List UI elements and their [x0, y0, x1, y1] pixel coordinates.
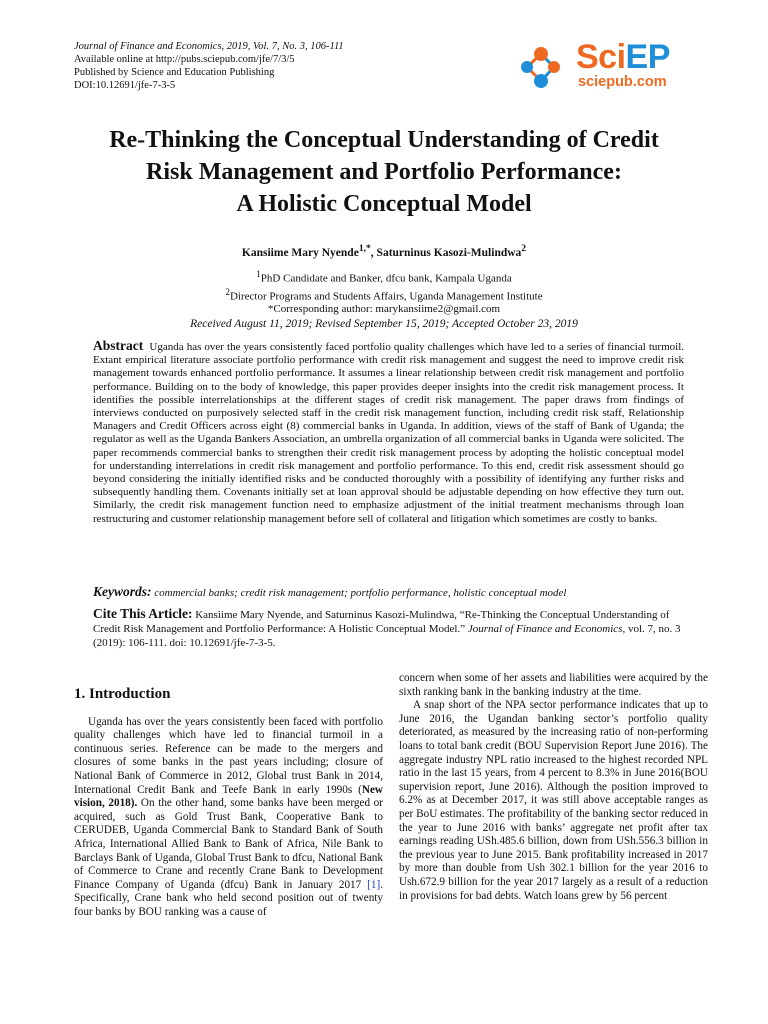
title-line-2: Risk Management and Portfolio Performance:: [146, 159, 622, 185]
corresponding-author: *Corresponding author: marykansiime2@gmail.com: [267, 303, 501, 316]
keywords: [93, 584, 684, 600]
author-1-marker: 1,*: [358, 243, 371, 254]
doi-line: DOI:10.12691/jfe-7-3-5: [74, 80, 176, 91]
publisher-line: Published by Science and Education Publishing: [74, 67, 275, 78]
affiliation-1-marker: 1: [256, 269, 261, 279]
abstract-label: Abstract: [93, 338, 144, 353]
cite-label: Cite This Article:: [93, 606, 193, 621]
cite-text-after: , vol. 7, no. 3 (2019): 106-111. doi: 10.12691/jfe-7-3-5.: [93, 623, 681, 649]
intro-p1-part-c: . Specifically, Crane bank who held second position out of twenty four banks by BOU ranking was a cause of: [74, 878, 383, 918]
title-line-3: A Holistic Conceptual Model: [236, 191, 532, 217]
affiliation-2: [60, 286, 708, 304]
intro-p1-part-a: Uganda has over the years consistently been faced with portfolio quality challenges which have led to financial turmoil in a continuous series. Reference can be made to the mergers and closures of some banks in the past years including; closure of National Bank of Commerce in 2012, Global trust Bank in 2014, International Credit Bank and Teefe Bank in early 1990s (: [74, 715, 383, 796]
brand-sci: Sci: [576, 38, 626, 76]
author-separator: ,: [370, 246, 377, 259]
affiliation-2-marker: 2: [225, 286, 230, 297]
sciep-logo[interactable]: [516, 40, 696, 94]
title-line-1: Re-Thinking the Conceptual Understanding of Credit: [109, 127, 659, 153]
section-heading-introduction: 1. Introduction: [74, 686, 171, 702]
right-column: [399, 672, 708, 903]
author-2: Saturninus Kasozi-Mulindwa: [376, 246, 522, 259]
cite-text: Kansiime Mary Nyende, and Saturninus Kasozi-Mulindwa, “Re-Thinking the Conceptual Understanding of Credit Risk Management and Portfolio Performance: A Holistic Conceptual Model.”: [93, 609, 670, 635]
intro-p1-part-b: On the other hand, some banks have been merged or acquired, such as Gold Trust Bank, Cooperative Bank to CERUDEB, Uganda Commercial Bank to Standard Bank of South Africa, International Allied Bank to Bank of Africa, Nile Bank to Barclays Bank of Uganda, Global Trust Bank to dfcu, National Bank of Commerce to Crane and recently Crane Bank to Development Finance Company of Uganda (dfcu) Bank in January 2017: [74, 797, 383, 891]
intro-p1-citation: New vision, 2018).: [74, 783, 383, 810]
cite-journal: Journal of Finance and Economics: [467, 623, 623, 635]
journal-citation: Journal of Finance and Economics, 2019, Vol. 7, No. 3, 106-111: [74, 41, 344, 52]
reference-link-1[interactable]: [1]: [367, 878, 381, 891]
affiliations: [60, 268, 708, 316]
affiliation-1-text: PhD Candidate and Banker, dfcu bank, Kampala Uganda: [260, 272, 512, 285]
keywords-text: commercial banks; credit risk management; portfolio performance, holistic conceptual model: [154, 587, 567, 599]
left-column: [74, 672, 383, 920]
affiliation-1: [60, 268, 708, 286]
author-2-marker: 2: [521, 243, 527, 254]
received-dates: Received August 11, 2019; Revised September 15, 2019; Accepted October 23, 2019: [190, 318, 578, 330]
journal-info: [74, 40, 344, 92]
sciep-url: sciepub.com: [578, 74, 667, 90]
paper-title: [60, 124, 708, 220]
abstract-text: Uganda has over the years consistently faced portfolio quality challenges which have led to a series of financial turmoil. Extant empirical literature associate portfolio performance with credit risk management and suggest the need to improve credit risk management towards enhanced portfolio performance. It assumes a linear relationship between credit risk management and portfolio performance. Building on to the body of knowledge, this paper provides deeper insights into the credit risk management process. It identifies the possible interrelationships at the different stages of credit risk management. The paper draws from findings of interviews conducted on purposively selected staff in the credit risk management function, including credit risk staff, Relationship Managers and Credit Officers across eight (8) commercial banks in Uganda. In addition, views of the staff of Bank of Uganda; the regulator as well as the Uganda Bankers Association, an umbrella organization of all commercial banks in Uganda were solicited. The paper recommends commercial banks to strengthen their credit risk management process by adopting the holistic conceptual model for understanding interrelations in credit risk management and portfolio performance. To this end, credit risk assessment should go beyond considering the initially identified risks and be conducted thoroughly with a possibility of identifying any further risks and subsequently handling them. Covenants initially set at loan approval should be adjustable depending on how effective they turn out. Similarly, the credit risk management function need to emphasize adjustment of the initial treatment mechanisms through loan restructuring and customer relationship management before sell of collateral and litigation which sometimes are costly to banks.: [93, 341, 684, 525]
right-paragraph-1: concern when some of her assets and liabilities were acquired by the sixth ranking bank in the banking industry at the time.: [399, 672, 708, 698]
affiliation-2-text: Director Programs and Students Affairs, Uganda Management Institute: [229, 290, 543, 303]
intro-paragraph-1: [74, 716, 383, 920]
author-list: [60, 243, 708, 259]
sciep-network-icon: [516, 44, 566, 90]
abstract: [93, 339, 684, 526]
available-online: Available online at http://pubs.sciepub.com/jfe/7/3/5: [74, 54, 295, 65]
right-paragraph-2: A snap short of the NPA sector performance indicates that up to June 2016, the Ugandan banking sector’s portfolio quality deteriorated, as measured by the increasing ratio of non-performing loans to total bank credit (BOU Supervision Report June 2016). The aggregate industry NPL ratio increased to the highest recorded NPL ratio in the last 15 years, from 4 percent to 8.3% in June 2016(BOU supervision report, June 2016). Although the position improved to 6.2% as at December 2017, it was still above acceptable ranges as per BoU estimates. The profitability of the banking sector reduced in the year to June 2016 with banks’ aggregate net profit after tax earnings reading USh.485.6 billion, down from USh.556.3 billion in the previous year to June 2015. Bank profitability increased in 2017 by more than double from Ush 302.1 billion for the year 2016 to Ush.672.9 billion for the year 2017 largely as a result of a reduction in provisions for bad debts. Watch loans grew by 56 percent: [399, 699, 708, 902]
author-1: Kansiime Mary Nyende: [241, 246, 359, 259]
brand-ep: EP: [625, 38, 670, 76]
cite-this-article: [93, 607, 684, 650]
keywords-label: Keywords:: [93, 584, 152, 599]
sciep-brand: [576, 38, 670, 76]
